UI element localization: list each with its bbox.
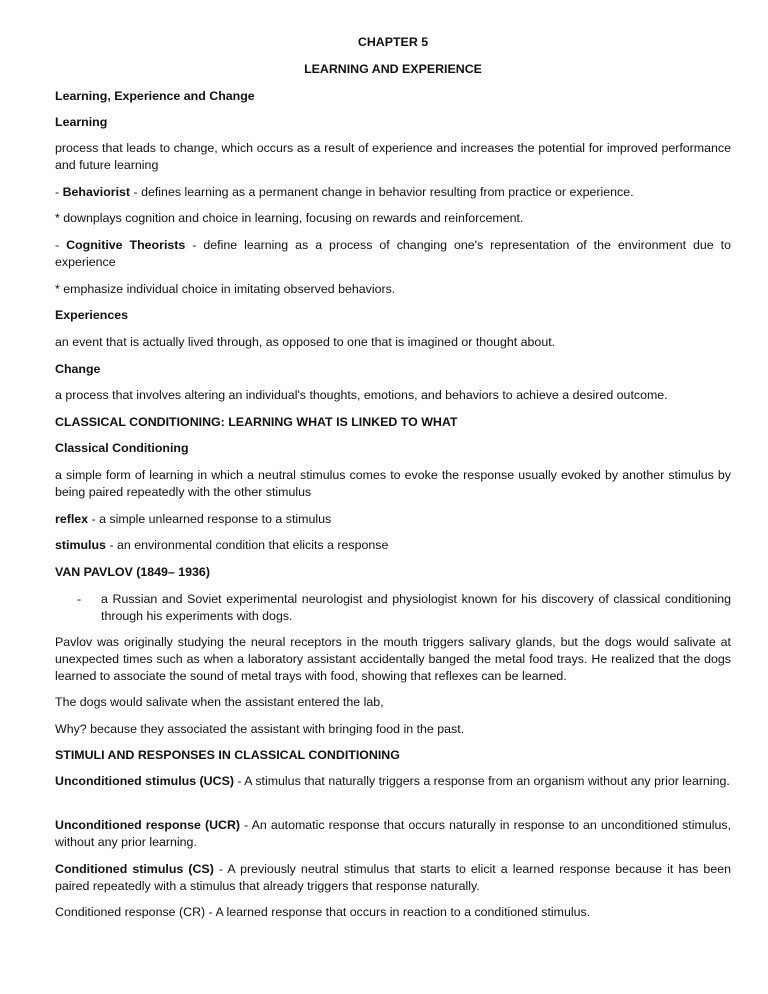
behaviorist-prefix: - (55, 185, 63, 199)
ucs-definition: - A stimulus that naturally triggers a response from an organism without any prior learning. (233, 774, 730, 788)
cognitive-term: Cognitive Theorists (66, 238, 186, 252)
pavlov-paragraph: Pavlov was originally studying the neural receptors in the mouth triggers salivary glands, but the dogs would salivate at unexpected times such as when a laboratory assistant accidentally banged the metal food trays. He realized that the dogs learned to associate the sound of metal trays with food, showing that reflexes can be learned. (55, 635, 731, 683)
behaviorist-note: * downplays cognition and choice in learning, focusing on rewards and reinforcement. (55, 211, 524, 225)
ucr-paragraph (55, 817, 731, 851)
classical-conditioning-section-heading: CLASSICAL CONDITIONING: LEARNING WHAT IS LINKED TO WHAT (55, 415, 458, 429)
cs-paragraph (55, 861, 731, 895)
experiences-definition: an event that is actually lived through, as opposed to one that is imagined or thought about. (55, 335, 556, 349)
change-heading: Change (55, 362, 101, 376)
behaviorist-paragraph (55, 184, 731, 201)
reflex-term: reflex (55, 512, 89, 526)
behaviorist-term: Behaviorist (62, 185, 131, 199)
section-heading-learning-experience-change: Learning, Experience and Change (55, 89, 255, 103)
pavlov-bullet (55, 591, 731, 625)
cognitive-paragraph (55, 237, 731, 271)
stimulus-paragraph (55, 537, 731, 554)
cs-term: Conditioned stimulus (CS) (55, 862, 214, 876)
reflex-definition: - a simple unlearned response to a stimulus (88, 512, 332, 526)
learning-definition: process that leads to change, which occurs as a result of experience and increases the potential for improved performance and future learning (55, 141, 731, 172)
cognitive-definition: - define learning as a process of changing one's representation of the environment due to experience (55, 238, 731, 269)
why-paragraph: Why? because they associated the assistant with bringing food in the past. (55, 722, 465, 736)
chapter-title: LEARNING AND EXPERIENCE (304, 62, 482, 76)
stimuli-responses-heading: STIMULI AND RESPONSES IN CLASSICAL CONDITIONING (55, 748, 400, 762)
reflex-paragraph (55, 511, 731, 528)
cr-paragraph: Conditioned response (CR) - A learned response that occurs in reaction to a conditioned stimulus. (55, 905, 591, 919)
pavlov-heading: VAN PAVLOV (1849– 1936) (55, 565, 210, 579)
behaviorist-definition: - defines learning as a permanent change in behavior resulting from practice or experience. (130, 185, 634, 199)
pavlov-bullet-text: a Russian and Soviet experimental neurologist and physiologist known for his discovery of classical conditioning through his experiments with dogs. (101, 592, 731, 623)
bullet-dash: - (77, 592, 82, 606)
classical-conditioning-definition: a simple form of learning in which a neutral stimulus comes to evoke the response usually evoked by another stimulus by being paired repeatedly with the other stimulus (55, 468, 731, 499)
ucs-term: Unconditioned stimulus (UCS) (55, 774, 234, 788)
classical-conditioning-heading: Classical Conditioning (55, 441, 189, 455)
chapter-number: CHAPTER 5 (357, 35, 429, 49)
stimulus-definition: - an environmental condition that elicits a response (105, 538, 389, 552)
stimulus-term: stimulus (55, 538, 106, 552)
salivate-paragraph: The dogs would salivate when the assistant entered the lab, (55, 695, 384, 709)
ucr-definition: - An automatic response that occurs naturally in response to an unconditioned stimulus, without any prior learning. (55, 818, 731, 849)
ucr-term: Unconditioned response (UCR) (55, 818, 241, 832)
ucs-paragraph (55, 773, 731, 790)
cs-definition: - A previously neutral stimulus that starts to elicit a learned response because it has been paired repeatedly with a stimulus that already triggers that response naturally. (55, 862, 732, 893)
cognitive-note: * emphasize individual choice in imitating observed behaviors. (55, 282, 396, 296)
learning-heading: Learning (55, 115, 108, 129)
cognitive-prefix: - (55, 238, 67, 252)
change-definition: a process that involves altering an individual's thoughts, emotions, and behaviors to achieve a desired outcome. (55, 388, 668, 402)
experiences-heading: Experiences (55, 308, 129, 322)
